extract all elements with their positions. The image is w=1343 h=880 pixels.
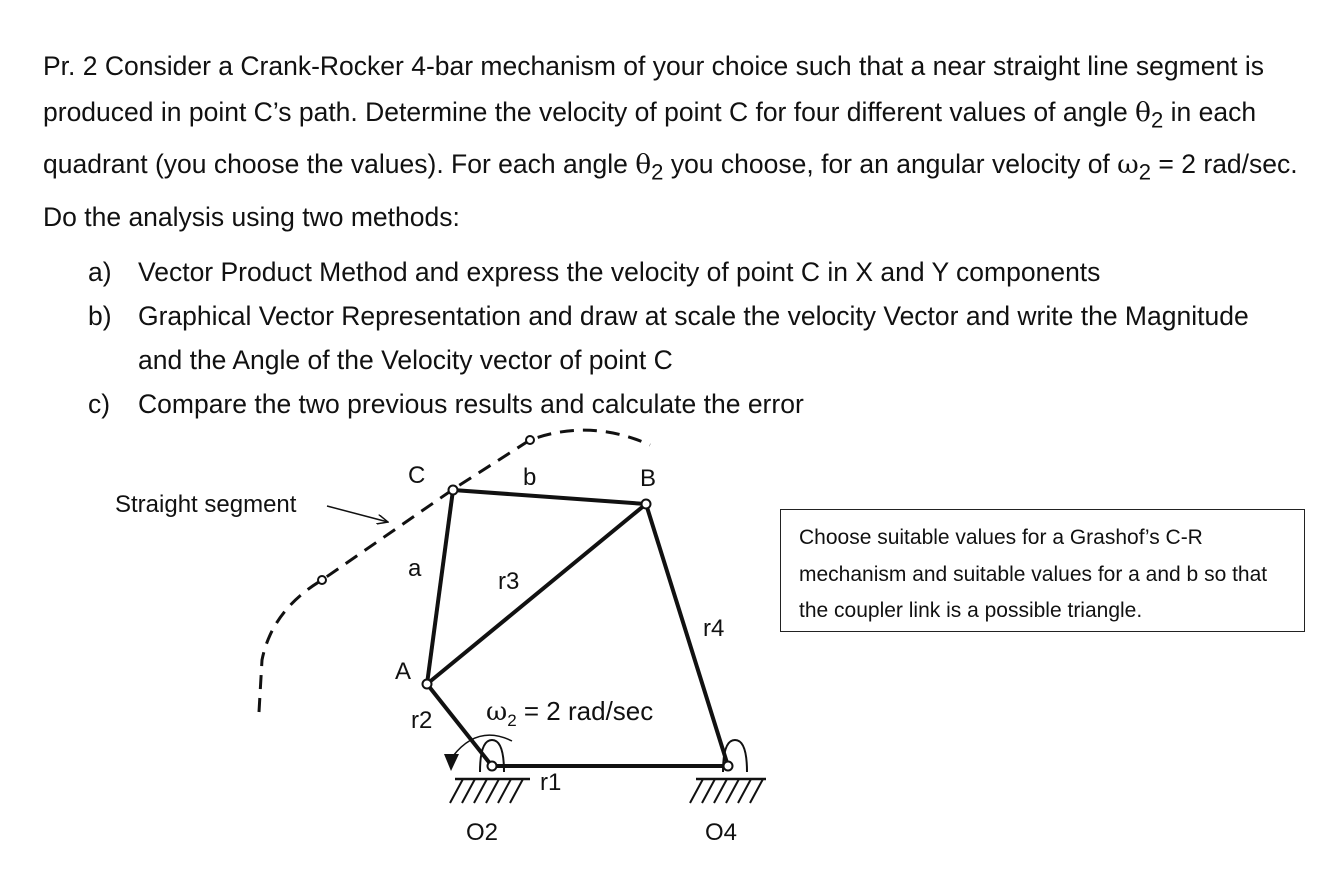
- point-b-label: B: [640, 465, 657, 492]
- task-text: Graphical Vector Representation and draw at scale the velocity Vector and write the Magnitude and the Angle of the Velocity vector of point C: [138, 301, 1249, 375]
- theta-subscript: 2: [1151, 106, 1164, 132]
- task-text: Compare the two previous results and calculate the error: [138, 389, 804, 419]
- link-b: [453, 490, 646, 504]
- task-label: a): [88, 257, 112, 287]
- task-label: b): [88, 301, 112, 331]
- link-a-label: a: [408, 555, 422, 582]
- link-r2-label: r2: [411, 707, 433, 734]
- note-text: Choose suitable values for a Grashof’s C-R mechanism and suitable values for a and b so that the coupler link is a possible triangle.: [799, 526, 1268, 622]
- omega-arrowhead: [444, 754, 459, 771]
- omega-label: [486, 696, 653, 730]
- ground-hatch-o2: [450, 779, 523, 803]
- omega-value-text: = 2 rad/sec: [516, 696, 654, 726]
- omega-symbol: ω: [1117, 149, 1139, 181]
- link-r3-label: r3: [498, 568, 520, 595]
- problem-text-2: in each quadrant (you choose the values). For each angle: [43, 96, 1257, 180]
- ground-o4-label: O4: [705, 819, 738, 846]
- theta-symbol: θ: [635, 149, 652, 181]
- ground-o2-label: O2: [466, 819, 499, 846]
- point-a-label: A: [395, 658, 412, 685]
- link-r3: [427, 504, 646, 684]
- joint-o4: [724, 762, 733, 771]
- straight-segment-label: Straight segment: [115, 491, 297, 518]
- straight-segment-arrow: [327, 506, 388, 522]
- path-point-marker: [526, 436, 534, 444]
- joint-o2: [488, 762, 497, 771]
- coupler-path-dashed: [259, 430, 650, 712]
- problem-text-3: you choose, for an angular velocity of: [663, 149, 1118, 180]
- path-point-marker: [318, 576, 326, 584]
- joint-b: [642, 500, 651, 509]
- link-r4-label: r4: [703, 615, 725, 642]
- omega-subscript: 2: [1138, 159, 1152, 185]
- link-a: [427, 490, 453, 684]
- theta-subscript: 2: [651, 159, 664, 185]
- link-b-label: b: [523, 464, 537, 491]
- omega-symbol: ω: [486, 697, 508, 727]
- theta-symbol: θ: [1135, 96, 1152, 128]
- problem-text-4: = 2 rad/sec. Do the analysis using two methods:: [43, 149, 1298, 233]
- ground-hatch-o4: [690, 779, 763, 803]
- omega-subscript: 2: [507, 711, 517, 730]
- problem-label: Pr. 2: [43, 51, 98, 81]
- task-text: Vector Product Method and express the velocity of point C in X and Y components: [138, 257, 1101, 287]
- task-label: c): [88, 389, 111, 419]
- joint-a: [423, 680, 432, 689]
- link-r1-label: r1: [540, 769, 562, 796]
- problem-text-1: Consider a Crank-Rocker 4-bar mechanism of your choice such that a near straight line segment is produced in point C’s path. Determine the velocity of point C for four different values of angle: [43, 51, 1265, 127]
- point-c-label: C: [408, 462, 426, 489]
- joint-c: [449, 486, 458, 495]
